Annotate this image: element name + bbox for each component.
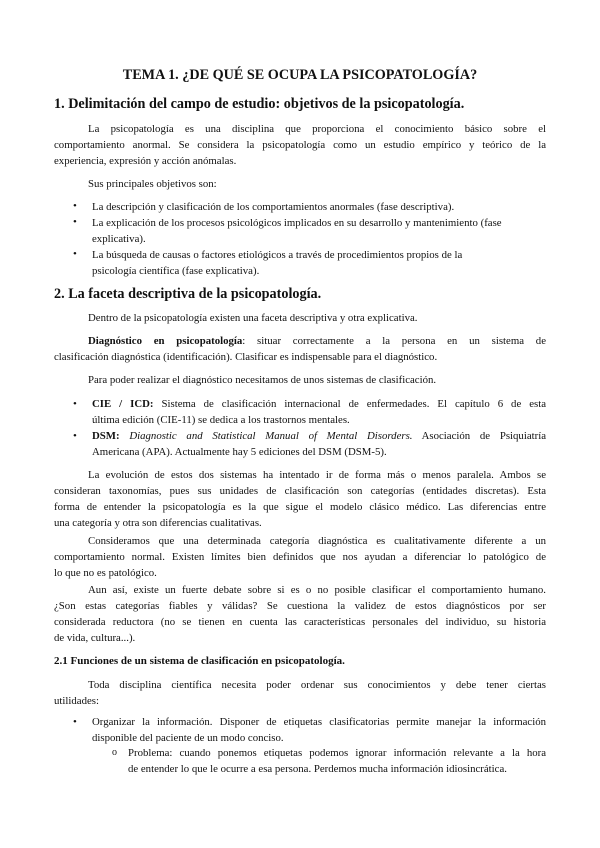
text-run: : situar correctamente a la persona en un sistema de — [242, 335, 546, 347]
section-2-p6 — [54, 582, 546, 646]
bullet-icon: • — [73, 398, 77, 410]
section-2-p5 — [54, 533, 546, 581]
text-run: Asociación de Psiquiatría — [412, 430, 546, 442]
bullet-icon: • — [73, 430, 77, 442]
text-line: forma de entender la psicopatología es la que sigue el modelo clásico médico. Las diferencias entre — [54, 501, 546, 513]
text-line: Americana (APA). Actualmente hay 5 ediciones del DSM (DSM-5). — [92, 446, 387, 458]
list-item: La descripción y clasificación de los comportamientos anormales (fase descriptiva). — [92, 201, 455, 213]
text-line: La evolución de estos dos sistemas ha intentado ir de forma más o menos paralela. Ambos se — [88, 469, 546, 481]
dsm-term: DSM: — [92, 430, 120, 442]
sub-list-item — [128, 745, 546, 777]
list-item: La búsqueda de causas o factores etiológicos a través de procedimientos propios de la — [92, 249, 463, 261]
text-line: última edición (CIE-11) se dedica a los trastornos mentales. — [92, 414, 350, 426]
text-line: considerada reductora (no se tienen en cuenta las características personales del individuo, su historia — [54, 616, 546, 628]
section-2-p4 — [54, 467, 546, 531]
section-2-1-heading: 2.1 Funciones de un sistema de clasificación en psicopatología. — [54, 655, 345, 667]
cie-item — [92, 396, 546, 428]
text-line: utilidades: — [54, 695, 99, 707]
text-line: de vida, cultura...). — [54, 632, 136, 644]
diagnosis-term: Diagnóstico en psicopatología — [88, 335, 243, 347]
text-line: Consideramos que una determinada categoría diagnóstica es cualitativamente diferente a un — [88, 535, 546, 547]
text-line: Aun así, existe un fuerte debate sobre si es o no posible clasificar el comportamiento humano. — [88, 584, 546, 596]
text-line: ¿Son estas categorías fiables y válidas? Se cuestiona la validez de estos diagnósticos por ser — [54, 600, 546, 612]
text-line: Organizar la información. Disponer de etiquetas clasificatorias permite manejar la información — [92, 716, 546, 728]
bullet-icon: • — [73, 716, 77, 728]
text-line: lo que no es patológico. — [54, 567, 157, 579]
list-item-continuation: explicativa). — [92, 233, 146, 245]
text-line: clasificación diagnóstica (identificación). Clasificar es indispensable para el diagnóstico. — [54, 351, 438, 363]
dsm-full-name: Diagnostic and Statistical Manual of Mental Disorders. — [129, 430, 413, 442]
section-1-heading: 1. Delimitación del campo de estudio: objetivos de la psicopatología. — [54, 96, 465, 112]
text-line: disponible del paciente de un modo conciso. — [92, 732, 284, 744]
text-line: comportamiento anormal. Se considera la psicopatología como un estudio empírico y teórico de la — [54, 139, 546, 151]
text-line: experiencia, expresión y acción anómalas. — [54, 155, 237, 167]
section-2-1-intro — [54, 677, 546, 709]
text-line — [54, 333, 546, 349]
section-2-p1: Dentro de la psicopatología existen una faceta descriptiva y otra explicativa. — [88, 312, 418, 324]
objectives-intro: Sus principales objetivos son: — [88, 178, 217, 190]
bullet-icon: • — [73, 200, 77, 212]
text-line: La psicopatología es una disciplina que proporciona el conocimiento básico sobre el — [88, 123, 546, 135]
text-line: consideran taxonomías, pues sus unidades de clasificación son categorías (entidades discretas). Esta — [54, 485, 546, 497]
text-line: Toda disciplina científica necesita poder ordenar sus conocimientos y debe tener ciertas — [88, 679, 546, 691]
text-line: Problema: cuando ponemos etiquetas podemos ignorar información relevante a la hora — [128, 747, 546, 759]
page-title: TEMA 1. ¿DE QUÉ SE OCUPA LA PSICOPATOLOGÍA? — [122, 67, 478, 83]
list-item: La explicación de los procesos psicológicos implicados en su desarrollo y mantenimiento (fase — [92, 217, 502, 229]
bullet-icon: • — [73, 248, 77, 260]
dsm-item — [92, 428, 546, 460]
bullet-icon: • — [73, 216, 77, 228]
text-run: Sistema de clasificación internacional de enfermedades. El capítulo 6 de esta — [153, 398, 546, 410]
diagnosis-definition — [54, 333, 546, 365]
cie-term: CIE / ICD: — [92, 398, 154, 410]
text-line: comportamiento normal. Existen límites bien definidos que nos ayudan a diferenciar lo patológico de — [54, 551, 546, 563]
text-line — [92, 396, 546, 412]
text-line: una categoría y otra son diferencias cualitativas. — [54, 517, 262, 529]
text-line — [92, 428, 546, 444]
section-2-heading: 2. La faceta descriptiva de la psicopatología. — [54, 286, 322, 302]
list-item-continuation: psicología científica (fase explicativa). — [92, 265, 260, 277]
sub-bullet-icon: o — [112, 747, 117, 758]
list-item — [92, 714, 546, 746]
section-1-intro — [54, 121, 546, 169]
section-2-p3: Para poder realizar el diagnóstico necesitamos de unos sistemas de clasificación. — [88, 374, 437, 386]
text-line: de entender lo que le ocurre a esa persona. Perdemos mucha información idiosincrática. — [128, 763, 507, 775]
